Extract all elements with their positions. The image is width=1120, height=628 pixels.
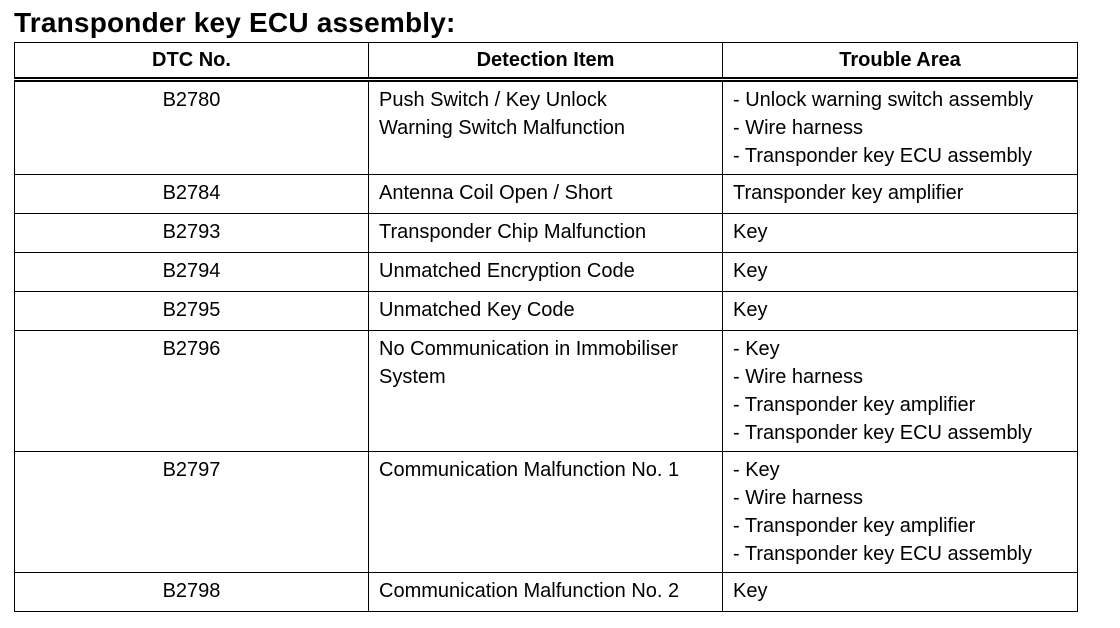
trouble-area-cell: [723, 292, 1078, 331]
detection-item-line: Warning Switch Malfunction: [379, 117, 626, 139]
detection-item-cell: [369, 292, 723, 331]
trouble-area-line: - Transponder key ECU assembly: [733, 145, 1033, 167]
detection-item-line: Unmatched Encryption Code: [379, 260, 635, 282]
table-row: [15, 331, 1078, 452]
table-row: [15, 292, 1078, 331]
table-body: [15, 80, 1078, 612]
dtc-code-cell: B2794: [15, 253, 369, 292]
trouble-area-line: - Unlock warning switch assembly: [733, 89, 1034, 111]
dtc-code-cell: B2780: [15, 80, 369, 175]
header-dtc-no: DTC No.: [15, 43, 369, 80]
table-row: [15, 80, 1078, 175]
trouble-area-line: - Transponder key ECU assembly: [733, 543, 1033, 565]
trouble-area-line: Key: [733, 221, 768, 243]
detection-item-line: Communication Malfunction No. 1: [379, 459, 680, 481]
table-row: [15, 214, 1078, 253]
header-trouble-area: Trouble Area: [723, 43, 1078, 80]
trouble-area-line: Key: [733, 580, 768, 602]
page-title: Transponder key ECU assembly:: [14, 7, 456, 38]
dtc-code-cell: B2795: [15, 292, 369, 331]
trouble-area-cell: [723, 80, 1078, 175]
detection-item-line: Transponder Chip Malfunction: [379, 221, 647, 243]
trouble-area-line: - Wire harness: [733, 117, 864, 139]
header-row: [15, 43, 1078, 80]
detection-item-line: Antenna Coil Open / Short: [379, 182, 613, 204]
detection-item-line: No Communication in Immobiliser: [379, 338, 678, 360]
table-row: [15, 452, 1078, 573]
dtc-code-cell: B2784: [15, 175, 369, 214]
dtc-code-cell: B2796: [15, 331, 369, 452]
trouble-area-cell: [723, 175, 1078, 214]
table-row: [15, 253, 1078, 292]
trouble-area-line: - Wire harness: [733, 487, 864, 509]
detection-item-cell: [369, 253, 723, 292]
dtc-code-cell: B2793: [15, 214, 369, 253]
trouble-area-line: - Key: [733, 338, 780, 360]
trouble-area-cell: [723, 331, 1078, 452]
trouble-area-line: Transponder key amplifier: [733, 182, 964, 204]
detection-item-cell: [369, 80, 723, 175]
trouble-area-line: - Key: [733, 459, 780, 481]
trouble-area-line: Key: [733, 299, 768, 321]
trouble-area-line: - Transponder key ECU assembly: [733, 422, 1033, 444]
trouble-area-cell: [723, 253, 1078, 292]
detection-item-cell: [369, 452, 723, 573]
detection-item-line: Push Switch / Key Unlock: [379, 89, 607, 111]
table-row: [15, 175, 1078, 214]
header-detection-item: Detection Item: [369, 43, 723, 80]
detection-item-line: System: [379, 366, 446, 388]
dtc-code-cell: B2798: [15, 573, 369, 612]
trouble-area-line: - Transponder key amplifier: [733, 515, 976, 537]
detection-item-cell: [369, 573, 723, 612]
trouble-area-cell: [723, 573, 1078, 612]
trouble-area-cell: [723, 452, 1078, 573]
detection-item-cell: [369, 175, 723, 214]
table-row: [15, 573, 1078, 612]
trouble-area-line: Key: [733, 260, 768, 282]
detection-item-line: Unmatched Key Code: [379, 299, 575, 321]
detection-item-cell: [369, 331, 723, 452]
dtc-code-cell: B2797: [15, 452, 369, 573]
detection-item-cell: [369, 214, 723, 253]
trouble-area-line: - Transponder key amplifier: [733, 394, 976, 416]
trouble-area-cell: [723, 214, 1078, 253]
detection-item-line: Communication Malfunction No. 2: [379, 580, 680, 602]
table-header: [15, 43, 1078, 80]
dtc-table: [14, 42, 1078, 612]
trouble-area-line: - Wire harness: [733, 366, 864, 388]
